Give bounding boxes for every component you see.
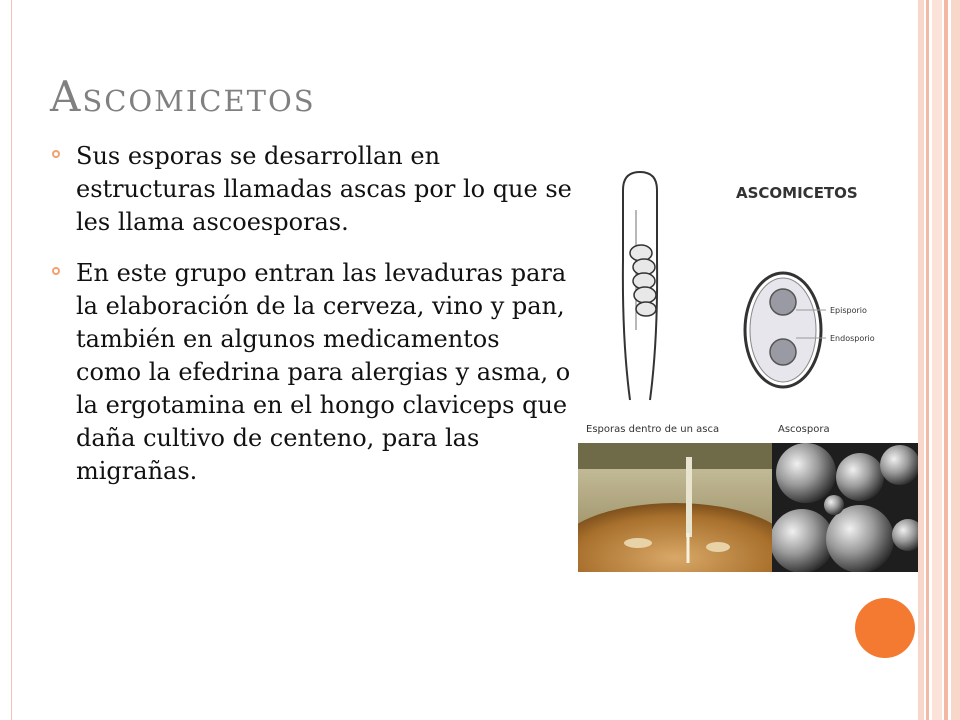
brewing-tank-photo <box>578 443 772 572</box>
ascus-diagram-illustration <box>578 150 918 442</box>
caption-left: Esporas dentro de un asca <box>586 424 720 435</box>
bullet-circle-icon <box>52 150 60 158</box>
yeast-micrograph-photo <box>772 443 918 572</box>
episporio-label: Episporio <box>830 306 867 315</box>
slide-title: Ascomicetos <box>50 72 316 121</box>
left-frame-border <box>0 0 12 720</box>
bullet-text: En este grupo entran las levaduras para la elaboración de la cerveza, vino y pan, también en algunos medicamentos como la efedrina para alergias y asma, o la ergotamina en el hongo claviceps que daña cultivo de centeno, para las migrañas. <box>76 259 571 485</box>
accent-circle <box>855 598 915 658</box>
bullet-text: Sus esporas se desarrollan en estructuras llamadas ascas por lo que se les llama ascoesporas. <box>76 142 572 236</box>
right-decorative-stripes <box>918 0 960 720</box>
bullet-list <box>52 140 572 506</box>
endosporio-label: Endosporio <box>830 334 875 343</box>
bullet-item <box>52 140 572 239</box>
photo-row <box>578 443 918 572</box>
diagram-heading: ASCOMICETOS <box>736 184 858 202</box>
ascomycete-diagram <box>578 150 918 442</box>
bullet-circle-icon <box>52 267 60 275</box>
caption-right: Ascospora <box>778 424 830 435</box>
bullet-item <box>52 257 572 488</box>
